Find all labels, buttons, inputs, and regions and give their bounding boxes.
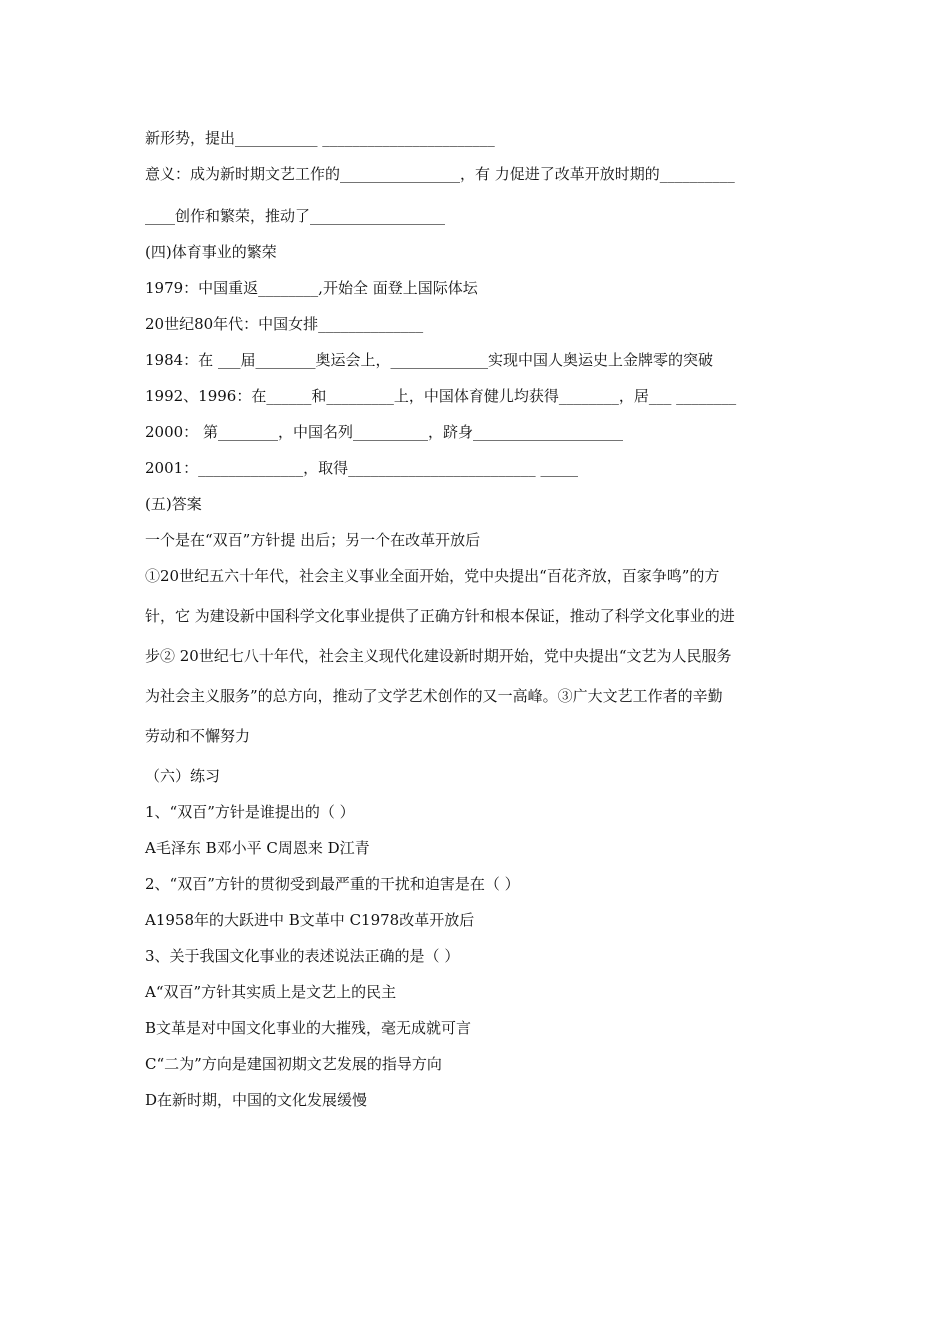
text-line: 新形势，提出___________ _______________________ (145, 129, 495, 147)
text-line: 20世纪80年代：中国女排______________ (145, 315, 424, 333)
text-line: 为社会主义服务”的总方向，推动了文学艺术创作的又一高峰。③广大文艺工作者的辛勤 (145, 687, 723, 705)
text-line: ____创作和繁荣，推动了__________________ (145, 207, 446, 225)
text-line: 2000： 第________，中国名列__________，跻身____________________ (145, 423, 623, 441)
text-line: 意义：成为新时期文艺工作的________________，有 力促进了改革开放时期的__________ (145, 165, 735, 183)
section-heading: (四)体育事业的繁荣 (145, 243, 277, 261)
question-option: A“双百”方针其实质上是文艺上的民主 (145, 983, 397, 1001)
question-line: 1、“双百”方针是谁提出的（ ） (145, 803, 355, 821)
section-heading: （六）练习 (145, 767, 221, 785)
text-line: 一个是在“双百”方针提 出后；另一个在改革开放后 (145, 531, 481, 549)
section-heading: (五)答案 (145, 495, 202, 513)
question-option: B文革是对中国文化事业的大摧残，毫无成就可言 (145, 1019, 472, 1037)
question-options: A毛泽东 B邓小平 C周恩来 D江青 (145, 839, 370, 857)
text-line: 步② 20世纪七八十年代，社会主义现代化建设新时期开始，党中央提出“文艺为人民服务 (145, 647, 732, 665)
text-line: 针，它 为建设新中国科学文化事业提供了正确方针和根本保证，推动了科学文化事业的进 (145, 607, 735, 625)
text-line: 1992、1996：在______和_________上，中国体育健儿均获得________，居___ ________ (145, 387, 737, 405)
question-line: 2、“双百”方针的贯彻受到最严重的干扰和迫害是在（ ） (145, 875, 520, 893)
question-options: A1958年的大跃进中 B文革中 C1978改革开放后 (145, 911, 475, 929)
question-option: D在新时期，中国的文化发展缓慢 (145, 1091, 368, 1109)
question-line: 3、关于我国文化事业的表述说法正确的是（ ） (145, 947, 460, 965)
text-line: 1984：在 ___届________奥运会上，_____________实现中国人奥运史上金牌零的突破 (145, 351, 713, 369)
text-line: 劳动和不懈努力 (145, 727, 251, 745)
text-line: ①20世纪五六十年代，社会主义事业全面开始，党中央提出“百花齐放，百家争鸣”的方 (145, 567, 720, 585)
question-option: C“二为”方向是建国初期文艺发展的指导方向 (145, 1055, 442, 1073)
text-line: 1979：中国重返________,开始全 面登上国际体坛 (145, 279, 478, 297)
text-line: 2001：______________，取得_________________________ _____ (145, 459, 578, 477)
